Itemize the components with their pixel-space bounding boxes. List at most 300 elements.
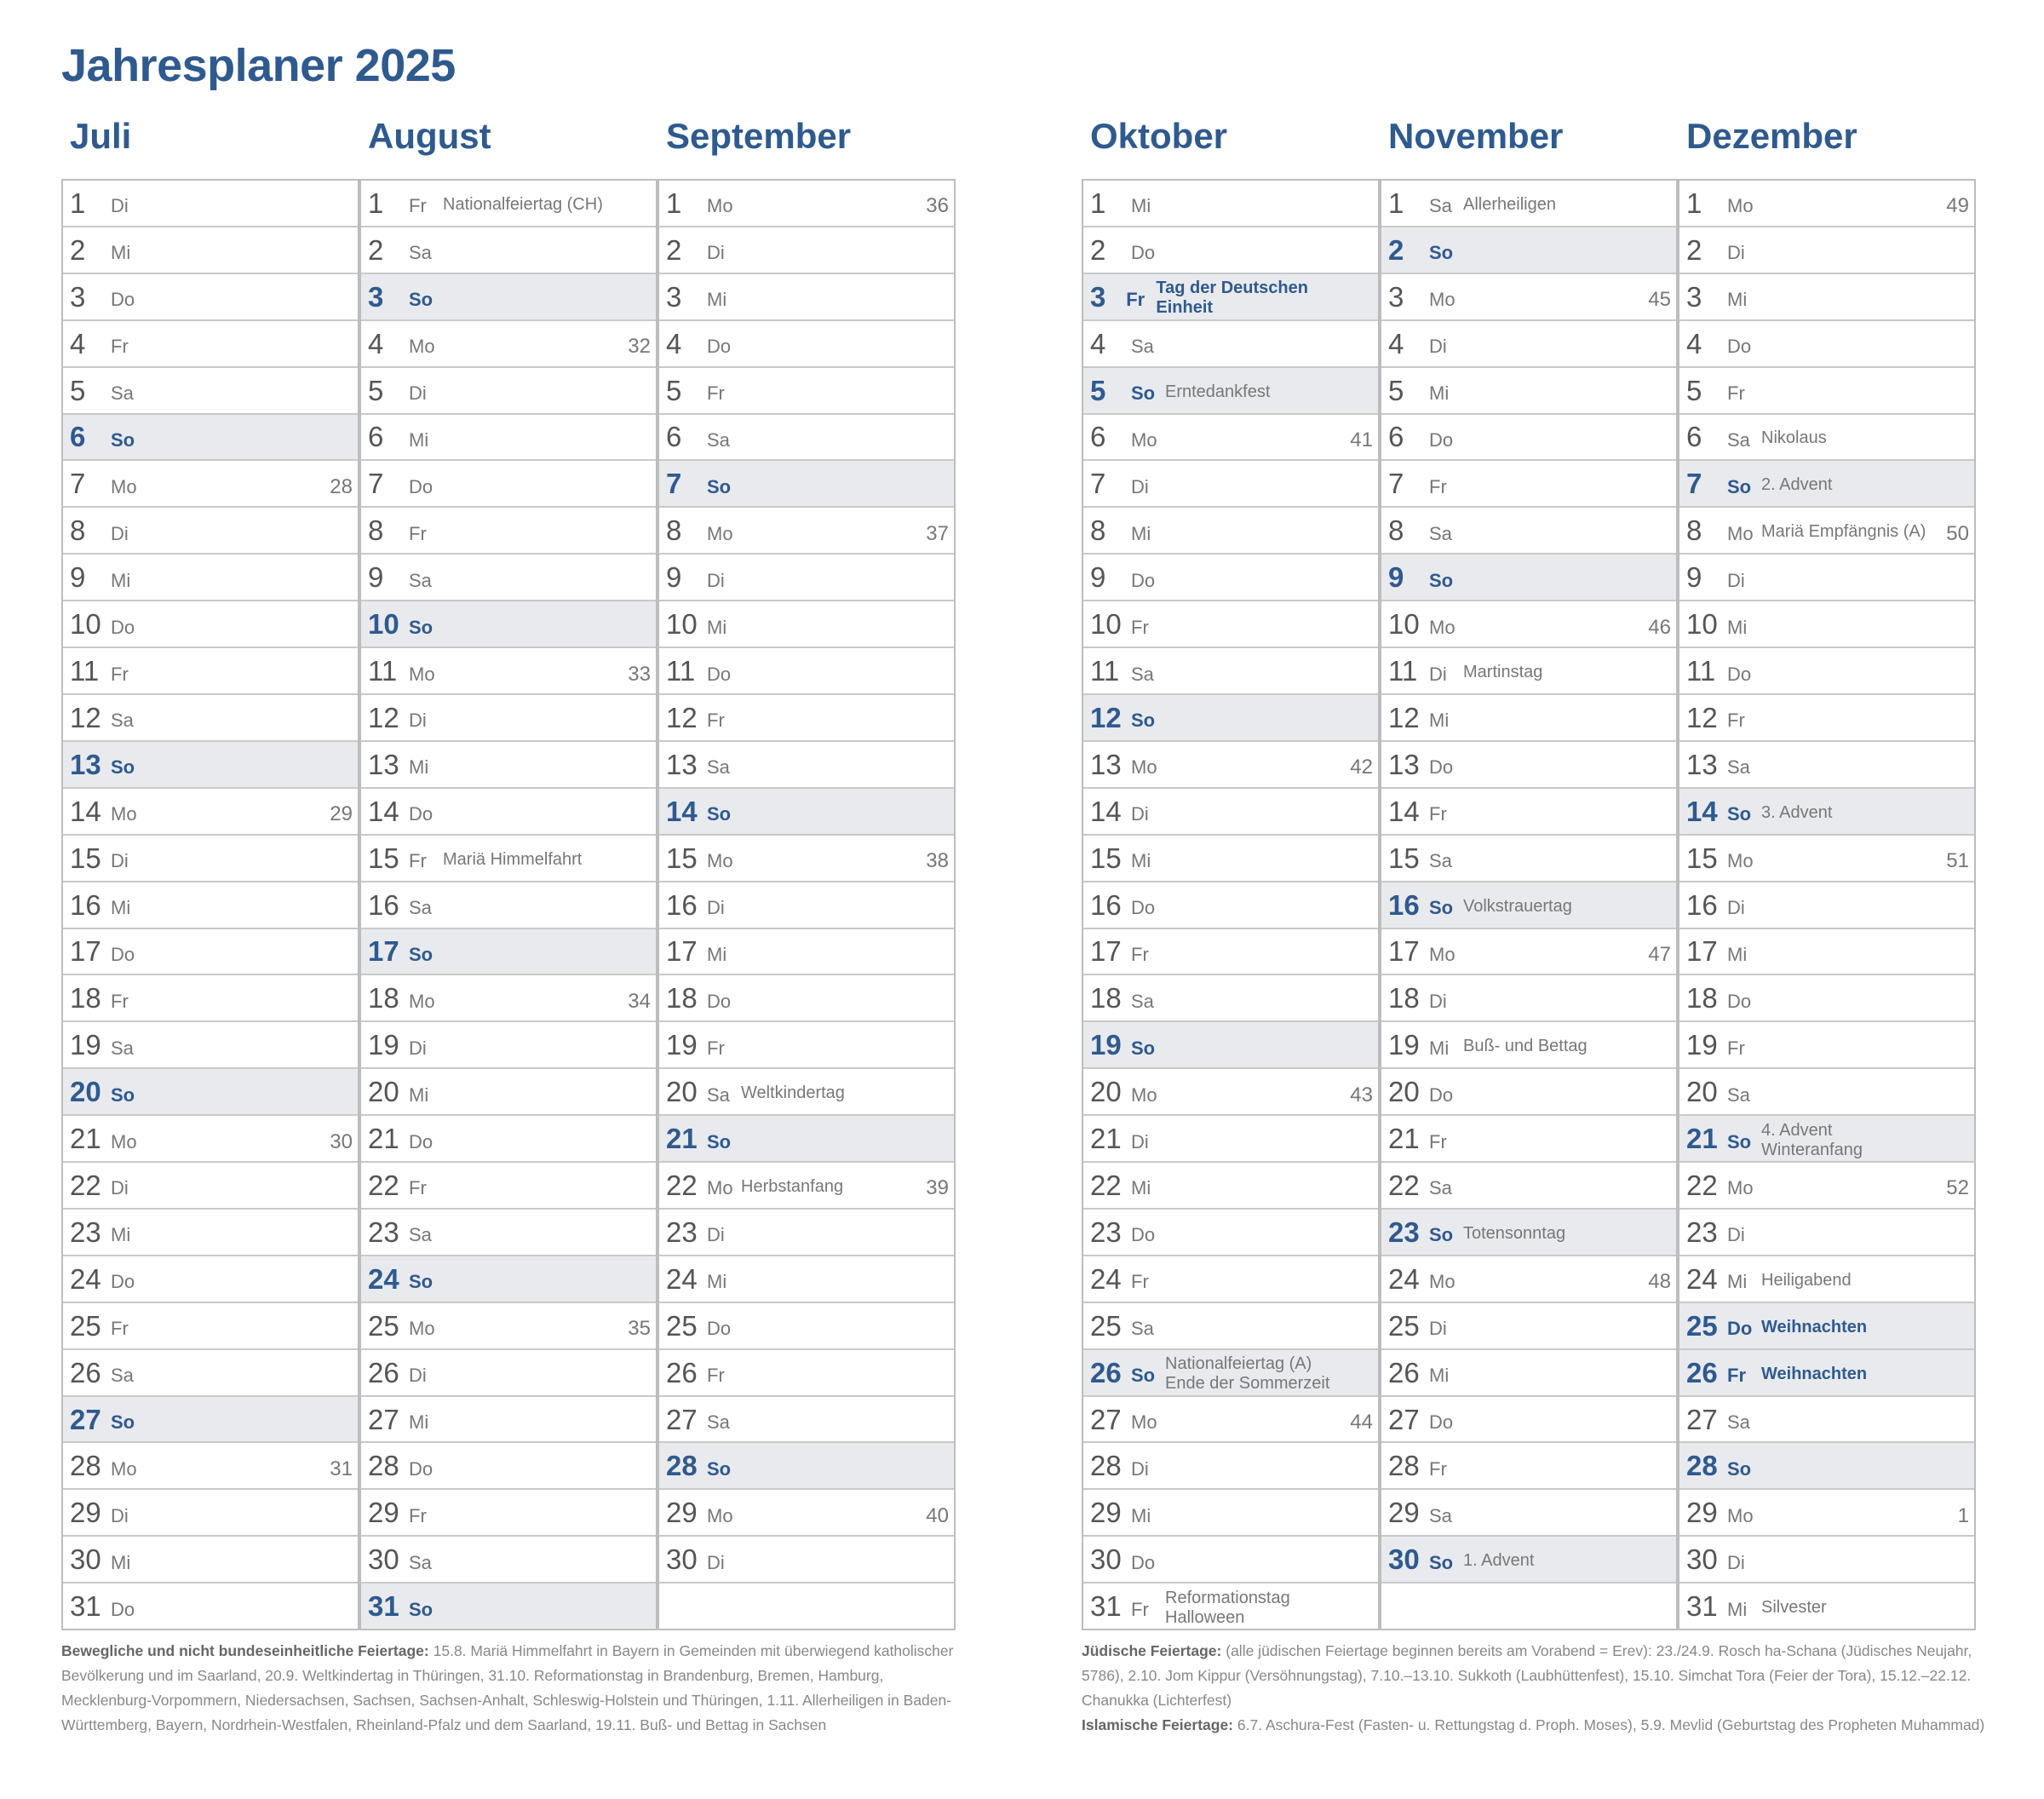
day-row [1679,1116,1974,1163]
day-row [1679,1303,1974,1350]
day-row [1679,1210,1974,1256]
weekday-label: Mo [707,1504,733,1526]
weekday-label: Mo [409,336,435,358]
weekday-label: Di [1429,990,1447,1012]
day-number: 29 [1090,1497,1122,1529]
weekday-label: Fr [1727,1037,1745,1059]
day-row [1679,1163,1974,1210]
day-number: 16 [1686,888,1718,921]
day-row [63,1256,358,1303]
month-grid-september [657,179,956,1630]
week-number: 40 [926,1504,949,1528]
month-grid-november [1380,179,1678,1630]
weekday-label: Do [707,336,732,358]
day-row [1679,415,1974,462]
day-number: 4 [368,327,384,359]
day-number: 25 [1686,1309,1718,1342]
day-row [1381,1490,1676,1537]
weekday-label: Mi [1429,710,1450,732]
weekday-label: Fr [707,710,725,732]
weekday-label: Do [1131,1551,1156,1573]
day-row [1679,1537,1974,1583]
weekday-label: Mi [1727,1598,1748,1620]
day-number: 2 [1686,233,1702,266]
day-number: 16 [70,888,101,921]
day-row [659,274,954,321]
day-note: Nationalfeiertag (CH) [443,194,603,214]
day-number: 18 [368,982,399,1014]
day-row [361,975,656,1022]
day-number: 21 [368,1123,399,1155]
week-number: 37 [926,521,949,545]
day-row [1083,882,1378,929]
day-row [1381,929,1676,976]
day-row [63,227,358,274]
day-number: 15 [666,842,698,874]
day-row [63,882,358,929]
day-note: 1. Advent [1463,1551,1535,1571]
weekday-label: Mo [707,195,733,217]
week-number: 46 [1648,615,1671,639]
day-number: 6 [368,421,384,453]
day-row [659,836,954,882]
weekday-label: Fr [409,1504,427,1526]
footnote-left-heading: Bewegliche und nicht bundeseinheitliche Feiertage: [61,1642,429,1659]
day-number: 23 [368,1216,399,1248]
footnote-left [61,1639,966,1738]
day-note: Totensonntag [1463,1223,1566,1243]
weekday-label: Mo [1727,1504,1754,1526]
day-number: 17 [666,935,698,968]
weekday-label: Di [707,242,725,264]
day-row [1381,882,1676,929]
day-number: 28 [1090,1450,1122,1482]
day-number: 22 [70,1169,101,1201]
footnote-jewish-heading: Jüdische Feiertage: [1082,1642,1222,1659]
day-row [1083,1210,1378,1256]
day-row [361,1350,656,1397]
day-row [659,1022,954,1069]
weekday-label: Mo [1131,428,1157,451]
day-row [1679,648,1974,695]
weekday-label: Mo [1131,1411,1157,1434]
day-number: 20 [1090,1076,1122,1108]
weekday-label: Mi [707,1271,727,1293]
weekday-label: Di [111,1177,129,1199]
day-row [361,929,656,976]
day-number: 23 [1388,1216,1420,1248]
day-row [63,742,358,789]
day-number: 18 [1388,982,1420,1014]
day-row [63,415,358,462]
day-number: 24 [1686,1262,1718,1295]
day-row [63,1537,358,1583]
day-row [1679,274,1974,321]
day-number: 16 [368,888,399,921]
day-row [361,695,656,742]
footnote-left-text: 15.8. Mariä Himmelfahrt in Bayern in Gemeinden mit überwiegend katholischer Bevölkerung und im Saarland, 20.9. Weltkindertag in Thüringen, 31.10. Reformationstag in Brandenburg, Bremen, Hamburg, Mecklenburg-Vorpommern, Niedersachsen, Sachsen, Sachsen-Anhalt, Schleswig-Holstein und Thüringen, 1.11. Allerheiligen in Baden-Württemberg, Bayern, Nordrhein-Westfalen, Rheinland-Pfalz und dem Saarland, 19.11. Buß- und Bettag in Sachsen [61,1642,954,1733]
day-row [1083,1490,1378,1537]
weekday-label: Sa [1429,850,1452,872]
day-row [659,1397,954,1444]
day-row [1381,1116,1676,1163]
day-number: 27 [1388,1403,1420,1435]
day-number: 1 [1090,187,1106,219]
day-number: 15 [1388,842,1420,874]
day-row [361,1022,656,1069]
day-row [1083,1069,1378,1116]
month-title-oktober: Oktober [1090,116,1228,156]
day-row [1381,1537,1676,1583]
day-row [63,1443,358,1490]
weekday-label: Sa [1727,428,1750,451]
day-row [1381,1583,1676,1629]
day-number: 18 [1686,982,1718,1014]
weekday-label: Sa [1429,195,1452,217]
day-number: 24 [368,1262,399,1295]
day-number: 29 [1388,1497,1420,1529]
day-row [1083,1443,1378,1490]
day-row [1679,227,1974,274]
day-note: Weltkindertag [741,1083,845,1103]
day-row [659,1069,954,1116]
weekday-label: Di [1131,1457,1149,1480]
week-number: 43 [1350,1083,1373,1106]
weekday-label: Di [1727,242,1745,264]
day-row [361,1069,656,1116]
day-note: Allerheiligen [1463,194,1556,214]
day-row [63,555,358,601]
month-grid-dezember [1678,179,1976,1630]
weekday-label: Sa [1727,1083,1750,1106]
day-row [1381,181,1676,227]
weekday-label: Do [1429,1411,1454,1434]
day-number: 23 [666,1216,698,1248]
weekday-label: Fr [707,382,725,405]
day-row [63,1397,358,1444]
weekday-label: Fr [409,1177,427,1199]
day-row [361,1303,656,1350]
weekday-label: Do [1727,663,1752,685]
day-row [63,836,358,882]
day-row [659,648,954,695]
day-number: 12 [1388,701,1420,733]
day-number: 20 [70,1076,101,1108]
week-number: 36 [926,194,949,218]
week-number: 51 [1946,849,1969,873]
weekday-label: Do [409,1457,433,1480]
footnote-islamic-text: 6.7. Aschura-Fest (Fasten- u. Rettungstag d. Proph. Moses), 5.9. Mevlid (Geburtstag des Propheten Muhammad) [1237,1716,1985,1733]
day-number: 19 [70,1029,101,1061]
day-number: 23 [70,1216,101,1248]
day-row [361,1256,656,1303]
day-row [1679,1069,1974,1116]
weekday-label: Di [707,1224,725,1246]
day-number: 29 [666,1497,698,1529]
day-number: 3 [70,280,86,313]
weekday-label: Di [1727,1224,1745,1246]
day-number: 1 [70,187,86,219]
day-number: 21 [666,1123,698,1155]
day-row [1083,274,1378,321]
day-row [1679,742,1974,789]
day-number: 18 [666,982,698,1014]
day-row [659,1350,954,1397]
day-row [361,321,656,368]
weekday-label: Mi [409,1411,429,1434]
day-number: 15 [1686,842,1718,874]
day-number: 7 [1686,468,1702,500]
day-number: 10 [70,608,101,641]
day-note: 3. Advent [1761,802,1833,822]
day-number: 2 [70,233,86,266]
day-number: 25 [666,1309,698,1342]
week-number: 1 [1957,1504,1969,1528]
day-number: 26 [1388,1356,1420,1388]
weekday-label: So [409,289,433,311]
day-row [63,1116,358,1163]
day-row [361,601,656,648]
day-row [1083,836,1378,882]
weekday-label: Sa [1429,522,1452,544]
day-row [1083,227,1378,274]
day-row [1083,1537,1378,1583]
day-row [63,1490,358,1537]
week-number: 52 [1946,1176,1969,1200]
weekday-label: So [707,475,732,497]
day-number: 3 [1090,280,1106,313]
day-number: 25 [1090,1309,1122,1342]
day-row [361,415,656,462]
weekday-label: So [409,943,433,965]
day-row [1083,1350,1378,1397]
day-row [63,274,358,321]
day-row [1381,1397,1676,1444]
day-number: 8 [70,514,86,547]
day-row [361,836,656,882]
day-row [361,1210,656,1256]
day-number: 31 [368,1590,399,1623]
weekday-label: Sa [111,710,134,732]
weekday-label: Mo [1131,1083,1157,1106]
footnote-right [1082,1639,1986,1738]
weekday-label: Sa [409,242,432,264]
weekday-label: Sa [707,1083,730,1106]
day-row [659,227,954,274]
weekday-label: Mi [1429,1365,1450,1387]
day-row [361,1116,656,1163]
day-note: Weihnachten [1761,1364,1868,1383]
day-number: 15 [70,842,101,874]
day-number: 11 [1388,655,1418,687]
day-number: 16 [1090,888,1122,921]
day-number: 10 [1686,608,1718,641]
day-number: 21 [1388,1123,1420,1155]
weekday-label: Di [1429,336,1447,358]
day-row [361,648,656,695]
month-grid-oktober [1082,179,1380,1630]
weekday-label: Do [1429,756,1454,779]
day-number: 27 [70,1403,101,1435]
day-row [1381,695,1676,742]
day-note: Mariä Empfängnis (A) [1761,522,1926,542]
weekday-label: Fr [1727,1365,1746,1387]
weekday-label [1429,1603,1463,1610]
weekday-label: Do [707,1318,732,1340]
weekday-label: Do [1131,242,1156,264]
weekday-label: Fr [111,1318,129,1340]
day-number: 12 [1090,701,1122,733]
weekday-label: Fr [1429,1457,1447,1480]
weekday-label: Di [1429,663,1447,685]
weekday-label: Sa [111,382,134,405]
day-number: 28 [1388,1450,1420,1482]
weekday-label: Do [111,1598,135,1620]
weekday-label: Di [111,850,129,872]
weekday-label: Sa [707,756,730,779]
day-number: 13 [666,748,698,780]
weekday-label: Mi [1727,943,1748,965]
day-row [1083,1163,1378,1210]
weekday-label: So [111,1083,135,1106]
weekday-label: So [111,428,135,451]
day-row [1679,555,1974,601]
weekday-label: Sa [1727,756,1750,779]
day-number: 7 [368,468,384,500]
day-number: 5 [70,374,86,406]
day-row [659,1210,954,1256]
weekday-label: Mo [1131,756,1157,779]
day-row [659,415,954,462]
weekday-label: Mi [1727,1271,1748,1293]
weekday-label: Mo [111,1457,137,1480]
weekday-label: Fr [1429,803,1447,825]
day-number: 14 [1090,795,1122,827]
day-row [1679,1583,1974,1629]
day-number: 4 [70,327,86,359]
week-number: 45 [1648,288,1671,312]
day-number: 1 [1388,187,1404,219]
day-row [659,1490,954,1537]
day-row [1381,368,1676,415]
day-number: 5 [1090,374,1106,406]
day-row [1679,695,1974,742]
day-number: 3 [1686,280,1702,313]
weekday-label: Fr [409,195,427,217]
day-row [1679,1397,1974,1444]
day-row [659,601,954,648]
weekday-label: Mo [111,1130,137,1152]
week-number: 50 [1946,521,1969,545]
day-number: 11 [1090,655,1120,687]
day-number: 12 [70,701,101,733]
day-row [659,1583,954,1629]
day-number: 19 [1090,1029,1122,1061]
weekday-label: Fr [111,663,129,685]
day-number: 5 [1388,374,1404,406]
week-number: 32 [628,335,651,359]
weekday-label: Mo [1727,1177,1754,1199]
day-number: 10 [368,608,399,641]
weekday-label: So [111,756,135,779]
day-row [361,1397,656,1444]
day-number: 6 [666,421,682,453]
day-row [1381,1022,1676,1069]
day-row [63,1022,358,1069]
weekday-label: Do [409,1130,433,1152]
weekday-label: So [111,1411,135,1434]
day-row [1381,274,1676,321]
day-row [1679,1256,1974,1303]
day-number: 19 [1686,1029,1718,1061]
day-row [1381,1443,1676,1490]
footnote-jewish-text: (alle jüdischen Feiertage beginnen bereits am Vorabend = Erev): 23./24.9. Rosch ha-Schana (Jüdisches Neujahr, 5786), 2.10. Jom Kippur (Versöhnungstag), 7.10.–13.10. Sukkoth (Laubhüttenfest), 15.10. Simchat Tora (Feier der Tora), 15.12.–22.12. Chanukka (Lichterfest) [1082,1642,1972,1709]
day-row [1083,555,1378,601]
weekday-label: Do [1131,569,1156,591]
day-row [63,648,358,695]
day-number: 22 [1388,1169,1420,1201]
weekday-label: Sa [1429,1177,1452,1199]
weekday-label: Fr [1131,1271,1149,1293]
day-number: 6 [1090,421,1106,453]
day-row [1381,601,1676,648]
weekday-label: Di [409,382,427,405]
weekday-label: Di [1429,1318,1447,1340]
day-note: Reformationstag Halloween [1165,1588,1290,1627]
day-number: 29 [1686,1497,1718,1529]
day-number: 8 [666,514,682,547]
day-number: 26 [666,1356,698,1388]
day-number: 14 [1388,795,1420,827]
day-number: 31 [1090,1590,1122,1623]
day-row [1679,181,1974,227]
day-number: 30 [368,1543,399,1576]
day-number: 2 [1388,233,1404,266]
day-number: 7 [666,468,682,500]
week-number: 34 [628,990,651,1014]
day-row [659,1537,954,1583]
day-number: 30 [1388,1543,1420,1576]
weekday-label: Sa [111,1037,134,1059]
day-row [659,929,954,976]
day-number: 9 [70,561,86,594]
day-number: 30 [1090,1543,1122,1576]
day-row [63,368,358,415]
weekday-label: Fr [707,1365,725,1387]
week-number: 42 [1350,756,1373,779]
weekday-label: Di [707,1551,725,1573]
day-row [1679,929,1974,976]
day-number: 2 [368,233,384,266]
day-number: 8 [368,514,384,547]
day-number: 6 [1388,421,1404,453]
day-row [1381,1210,1676,1256]
weekday-label: So [707,803,732,825]
day-number: 11 [368,655,398,687]
day-number: 23 [1090,1216,1122,1248]
day-number: 9 [368,561,384,594]
weekday-label: Mi [111,242,131,264]
day-number: 21 [70,1123,101,1155]
day-row [659,975,954,1022]
weekday-label: Mi [707,289,727,311]
day-note: Tag der Deutschen Einheit [1156,279,1308,318]
day-row [63,1350,358,1397]
weekday-label: Sa [1429,1504,1452,1526]
day-number: 13 [1388,748,1420,780]
weekday-label: Do [1727,336,1752,358]
week-number: 30 [330,1129,353,1153]
